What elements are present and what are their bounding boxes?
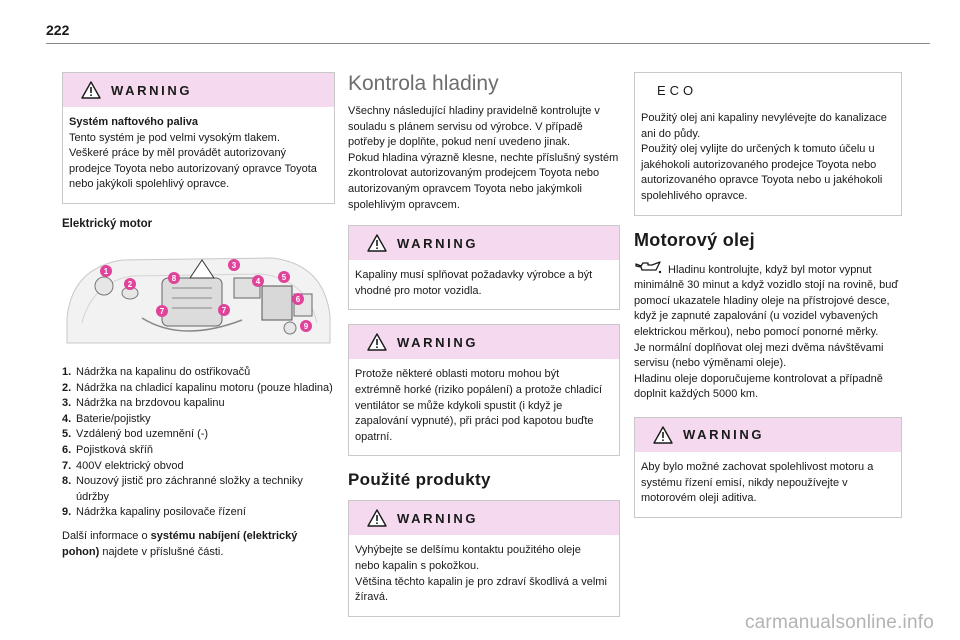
- eco-text-2: Použitý olej vylijte do určených k tomuto účelu u jakéhokoli autorizovaného prodejce Toyota nebo autorizovaného opravce Toyota nebo u jakéhokoli spolehlivého opravce.: [641, 143, 883, 202]
- callout-7a: 7: [159, 306, 165, 316]
- section-subheading: Elektrický motor: [62, 217, 153, 230]
- list-item: 4. Baterie/pojistky: [62, 412, 151, 425]
- list-item: 7. 400V elektrický obvod: [62, 459, 184, 472]
- list-item: 2. Nádržka na chladicí kapalinu motoru (pouze hladina): [62, 381, 333, 394]
- top-rule: [46, 43, 930, 44]
- callout-6: 6: [295, 294, 301, 304]
- intro-text: Všechny následující hladiny pravidelně kontrolujte v souladu s plánem servisu od výrobce. V případě potřeby je doplňte, pokud není uvedeno jinak.: [348, 105, 600, 149]
- warning-text: Tento systém je pod velmi vysokým tlakem. Veškeré práce by měl provádět autorizovaný prodejce Toyota nebo autorizovaný opravce Toyota nebo jakýkoli spolehlivý opravce.: [69, 131, 317, 191]
- callout-3: 3: [231, 260, 237, 270]
- warning-triangle-icon: [367, 333, 387, 351]
- warning-triangle-icon: [81, 81, 101, 99]
- column-2: [348, 72, 620, 631]
- eco-text: Použitý olej ani kapaliny nevylévejte do kanalizace ani do půdy.: [641, 112, 887, 140]
- section-heading-products: Použité produkty: [348, 470, 491, 490]
- warning-box-hot-engine: [348, 324, 620, 456]
- callout-8: 8: [171, 273, 177, 283]
- warning-text: Kapaliny musí splňovat požadavky výrobce a být vhodné pro motor vozidla.: [355, 269, 593, 297]
- callout-5: 5: [281, 272, 287, 282]
- warning-triangle-icon: [367, 509, 387, 527]
- warning-text: Vyhýbejte se delšímu kontaktu použitého oleje nebo kapalin s pokožkou.: [355, 544, 581, 572]
- warning-title: WARNING: [397, 235, 479, 251]
- component-list: [62, 365, 335, 521]
- column-1: [62, 72, 335, 560]
- oil-text: Hladinu kontrolujte, když byl motor vypnut minimálně 30 minut a když vozidlo stojí na rovině, buď pomocí ukazatele hladiny oleje na přístrojové desce, když je zapnuté zapalování (u vozidel vybavených elektrickou měrkou), nebo pomocí ponorné měrky.: [634, 263, 899, 338]
- column-3: [634, 72, 902, 532]
- warning-text-2: Většina těchto kapalin je pro zdraví škodlivá a velmi žíravá.: [355, 575, 607, 604]
- page-title: Kontrola hladiny: [348, 72, 499, 95]
- section-heading-oil: Motorový olej: [634, 229, 755, 250]
- warning-box-diesel: [62, 72, 335, 204]
- callout-9: 9: [303, 321, 309, 331]
- callout-4: 4: [255, 276, 261, 286]
- warning-title: WARNING: [397, 334, 479, 350]
- eco-box: [634, 72, 902, 216]
- warning-box-skin: [348, 500, 620, 616]
- list-item: 1. Nádržka na kapalinu do ostřikovačů: [62, 365, 251, 378]
- warning-title: WARNING: [397, 510, 479, 526]
- warning-title: WARNING: [111, 82, 193, 98]
- callout-1: 1: [103, 266, 109, 276]
- list-item: 8. Nouzový jistič pro záchranné složky a techniky údržby: [62, 475, 303, 503]
- warning-triangle-icon: [653, 426, 673, 444]
- warning-body: [63, 107, 334, 203]
- warning-triangle-icon: [367, 234, 387, 252]
- oil-can-icon: [634, 257, 668, 279]
- page-number: 222: [46, 22, 70, 38]
- oil-text-2: Je normální doplňovat olej mezi dvěma návštěvami servisu (nebo výměnami oleje).: [634, 341, 884, 370]
- warning-title: WARNING: [683, 427, 765, 443]
- warning-heading: Systém naftového paliva: [69, 116, 198, 128]
- intro-text-2: Pokud hladina výrazně klesne, nechte příslušný systém zkontrolovat autorizovaným prodejcem Toyota nebo autorizovaným opravcem Toyota nebo jakýmkoli spolehlivým opravcem.: [348, 151, 619, 211]
- eco-title: ECO: [657, 82, 698, 98]
- warning-header: [63, 73, 334, 107]
- list-item: 6. Pojistková skříň: [62, 443, 154, 456]
- warning-text: Protože některé oblasti motoru mohou být extrémně horké (riziko popálení) a protože chladicí ventilátor se může kdykoli spustit (i když je zapalování vypnuté), při práci pod kapotou buďte opatrní.: [355, 368, 603, 443]
- warning-box-fluids: [348, 225, 620, 310]
- engine-bay-illustration: [62, 248, 335, 348]
- warning-box-additives: [634, 417, 902, 518]
- callout-7b: 7: [221, 305, 227, 315]
- list-item: 3. Nádržka na brzdovou kapalinu: [62, 397, 225, 410]
- footer-watermark[interactable]: carmanualsonline.info: [744, 612, 934, 633]
- warning-text: Aby bylo možné zachovat spolehlivost motoru a systému řízení emisí, nikdy nepoužívejte v motorovém oleji aditiva.: [641, 460, 874, 505]
- charging-note: Další informace o systému nabíjení (elektrický pohon) najdete v příslušné části.: [62, 529, 298, 558]
- oil-text-3: Hladinu oleje doporučujeme kontrolovat a případně doplnit každých 5000 km.: [634, 372, 883, 401]
- list-item: 9. Nádržka kapaliny posilovače řízení: [62, 506, 246, 519]
- callout-2: 2: [127, 279, 133, 289]
- list-item: 5. Vzdálený bod uzemnění (-): [62, 428, 209, 441]
